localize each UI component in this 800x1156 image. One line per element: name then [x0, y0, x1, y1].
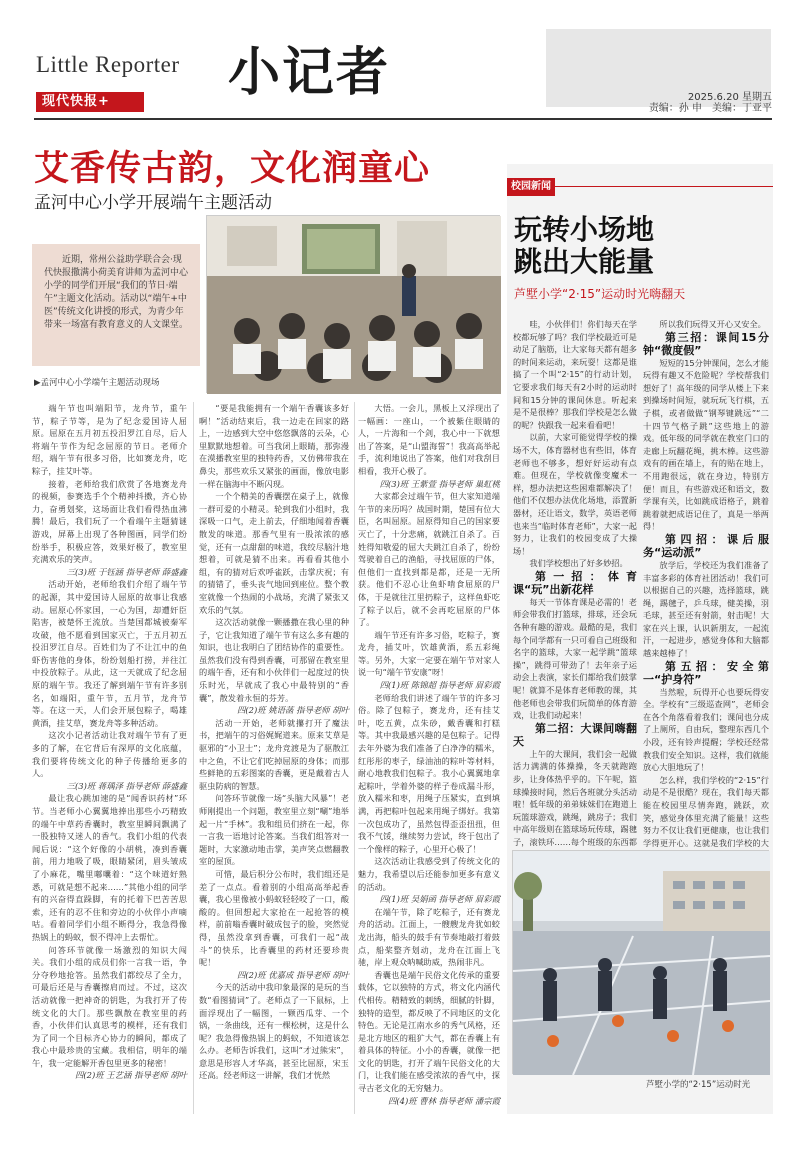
masthead-english: Little Reporter	[36, 52, 180, 77]
column-1-paragraph: 端午节也叫端阳节，龙舟节，重午节，粽子节等，是为了纪念爱国诗人屈原。屈原在五月初五投汨罗江自尽，后人将端午节作为纪念屈原的节日。老师介绍，端午节有很多习俗，比如赛龙舟，吃粽子，挂艾叶等。	[32, 403, 187, 476]
column-2-paragraph: 一个个精美的香囊摆在桌子上，就像一群可爱的小精灵。轮到我们小组时，我深吸一口气，走上前去，仔细地闻着香囊散发的味道。那香气里有一股浓浓的感觉，还有一点甜甜的味道，我绞尽脑汁地想着，可就是猜不出来。再看看其他小组，有的猜对后欢呼雀跃，击掌庆祝；有的猜错了，垂头丧气地回到座位。整个教室就像一个热闹的小战场，充满了紧张又欢乐的气氛。	[199, 491, 349, 615]
sidebar-paragraph: 怎么样，我们学校的“2·15”行动是不是很酷？现在，我们每天都能在校园里尽情奔跑，跳跃，欢笑，感觉身体里充满了能量！这些努力不仅让我们更健康，也让我们学得更开心。这就是我们学校的大	[643, 774, 769, 848]
sidebar-paragraph: 哇，小伙伴们！你们每天在学校都玩够了吗？我们学校最近可是动足了脑筋，让大家每天都有超多的时间来运动，来玩耍！这都是谁搞了一个叫“2·15”的行动计划，它要求我们每天有2小时的运动时间和15分钟的课间休息。听起来是不是很棒？那我们学校是怎么做的呢？快跟我一起来看看吧！	[513, 319, 637, 430]
issue-editors: 责编：孙 申 美编：丁亚平	[648, 103, 772, 114]
sidebar-paragraph: 放学后，学校还为我们准备了丰富多彩的体育社团活动！我们可以根据自己的兴趣，选择篮球，跳绳，踢毽子，乒乓球，健美操，羽毛球，甚至还有射箭，射击呢！大家在兴上课，认识新朋友，一起流汗，一起进步，感觉身体和大脑都越来越棒了！	[643, 559, 769, 659]
column-1-byline: 三(3)班 蒋瑀泽 指导老师 薛盛鑫	[66, 780, 187, 791]
header-rule	[34, 118, 772, 120]
article-column-2	[199, 402, 349, 1122]
article-subheadline: 孟河中心小学开展端午主题活动	[34, 193, 272, 213]
sidebar-paragraph: 当然啦，玩得开心也要玩得安全。学校有“三级巡查网”，老师会在各个角落看着我们；课间也分成了上厕所，自由玩，整理东西几个小段，还有铃声提醒；学校还经常教我们安全知识。这样，我们就能放心大胆地玩了！	[643, 686, 769, 773]
sidebar-section-heading: 第四招：课后服务“运动派”	[643, 532, 769, 559]
article-headline: 艾香传古韵，文化润童心	[34, 149, 431, 189]
column-3-byline: 四(1)班 陈锦超 指导老师 眉彩霞	[379, 680, 500, 691]
sidebar-paragraph: 每天一节体育课是必需的！老师会带我们打篮球，排球，还会玩各种有趣的游戏。最酷的是，我们每个同学都有一只可看自己班级和名字的篮球，大家一起学跳“篮球操”，跳得可带劲了！去年亲子运动会上表演，家长们都给我们鼓掌呢！就算不是体育老师教的课，其他老师也会带我们玩简单的体育游戏，让我们动起来！	[513, 596, 637, 721]
column-2-paragraph: “要是我能拥有一个端午香囊该多好啊！”活动结束后，我一边走在回家的路上，一边感到大空中悠悠飘落的云朵，心里默默地想着。可当我闭上眼睛，那弥漫在漠播教室里的独特药香，又仿佛带我在鼻尖，那些欢乐又紧张的画面，像放电影一样在脑海中不断闪现。	[199, 403, 349, 489]
column-3-paragraph: 在端午节，除了吃粽子，还有赛龙舟的活动。江面上，一艘艘龙舟犹如蛟龙出海，船头的鼓手有节奏地敲打着鼓点，船桨整齐划动，龙舟在江面上飞驰，岸上观众呐喊助威，热闹非凡。	[358, 906, 500, 968]
column-2-paragraph: 今天的活动中我印象最深的是玩的当数“看图猜词”了。老师点了一下鼠标，上面浮现出了一幅图，一颗西瓜芽、一个锅，一条曲线，还有一棵松树，这是什么呢？我急得像热锅上的蚂蚁，不知道该怎么办。老师告诉我们，这叫“才过熊宋”，意思是形容人才华高，甚至比屈原，宋玉还高。经老师这一讲解，我们才恍然	[199, 982, 349, 1081]
article-column-3	[358, 402, 500, 1122]
sidebar-paragraph: 所以我们玩得又开心又安全。	[659, 319, 766, 329]
column-3-byline: 四(3)班 王紫萱 指导老师 巢虹桃	[379, 478, 500, 489]
sidebar-headline-line-2: 跳出大能量	[514, 245, 655, 278]
newspaper-logo: 现代快报+	[36, 92, 144, 112]
masthead-chinese: 小记者	[228, 42, 391, 103]
sidebar-paragraph: 以前，大家可能觉得学校的操场不大，体育器材也有些旧，体育老师也不够多，想好好运动有点难。但现在，学校就像变魔术一样，想办法把这些困难都解决了！他们不仅想办法优化场地，添置新器材，还让语文，数学，英语老师也来当“临时体育老师”，大家一起努力，让我们的校园变成了大操场！	[513, 432, 637, 556]
sidebar-section-heading: 第一招：体育课“玩”出新花样	[513, 569, 638, 596]
sidebar-section-heading: 第二招：大课间嗨翻天	[513, 721, 637, 748]
sidebar-subheadline: 芦墅小学“2·15”运动时光嗨翻天	[514, 287, 686, 301]
sidebar-section-heading: 第五招：安全第一“护身符”	[643, 659, 769, 686]
classroom-photo-caption: ▶孟河中心小学端午主题活动现场	[34, 378, 160, 388]
column-1-paragraph: 问答环节就像一场激烈的知识大闯关。我们小组的成员们你一言我一语，争分夺秒地抢答。虽然我们都绞尽了全力，可最后还是与香囊擦肩而过。不过，这次活动就像一把神奇的钥匙，为我打开了传统文化的大门。那些飘散在教室里的药香，小伙伴们认真思考的模样，还有我们为了同一个目标齐心协力的瞬间，都成了我心中最珍贵的宝藏。我相信，明年的端午，我一定能解开香包里更多的秘密！	[32, 944, 187, 1068]
column-3-byline: 四(4)班 曹林 指导老师 潘宗霞	[388, 1095, 500, 1106]
playground-photo-caption: 芦墅小学的“2·15”运动时光	[646, 1080, 751, 1090]
column-3-paragraph: 香囊也是端午民俗文化传承的重要载体，它以独特的方式，将文化内涵代代相传。精精致的刺绣，细腻的针脚，独特的造型，都反映了不同地区的文化特色。无论是江南水乡的秀气风格，还是北方地区的粗犷大气，都在香囊上有着具体的特征。小小的香囊，就像一把文化的钥匙，打开了端午民俗文化的大门，让我们能在感受浓浓的香气中，探寻古老文化的无穷魅力。	[358, 969, 500, 1094]
playground-photo-image	[513, 851, 770, 1075]
column-2-byline: 四(2)班 优嘉成 指导老师 胡叶	[237, 969, 349, 980]
column-2-paragraph: 可惜，最后积分公布时，我们组还是差了一点点。看着别的小组高高举起香囊，我心里像被小蚂蚁轻轻咬了一口，酸酸的。但回想起大家抢在一起抢答的模样，前前嗡香囊时破成包子的脸，突然觉得，虽然没拿到香囊，可我们一起“战斗”的快乐，比香囊里的药材还要珍贵呢！	[199, 868, 349, 968]
sidebar-section-heading: 第三招：课间15分钟“微度假”	[643, 330, 770, 357]
column-3-paragraph: 老师给我们讲述了端午节的许多习俗。除了包粽子，赛龙舟，还有挂艾叶，吃五黄，点朱砂，戴香囊和打糕等。其中我最感兴趣的是包粽子。记得去年外婆为我们准备了白净净的糯米，红彤彤的枣子，绿油油的粽叶等材料，耐心地教我们包粽子。我小心翼翼地拿起粽叶，学着外婆的样子卷成漏斗形，放入糯米和枣，用绳子压紧实，直到填满，再把粽叶包起来用绳子绑好。我第一次包成功了，虽然包得歪歪扭扭，但我不气馁，继续努力尝试，终于包出了一个像样的粽子，心里开心极了！	[358, 692, 500, 854]
article-lead: 近期，常州公益助学联合会·现代快报撒满小荷美育讲师为孟河中心小学的同学们开展“我们的节日·端午”主题文化活动。活动以“端午+中医”传统文化讲授的形式，为青少年带来一场富有教育意义的人文课堂。	[32, 244, 200, 366]
classroom-photo-image	[207, 216, 501, 394]
sidebar-paragraph: 短短的15分钟课间，怎么才能玩得有趣又不危险呢？学校帮我们想好了！高年级的同学从楼上下来到操场时间短，就玩玩飞行棋，五子棋，或者做做“钢琴键跳远”“二十四节气格子跳”这些地上的游戏。低年级的同学就在教室门口的走廊上玩翻花绳，挑木棒。这些游戏有的画在墙上，有的贴在地上，不用跑很远，就在身边，特别方便！而且，有些游戏还和语文，数学课有关，比如跳成语格子，跳着跳着就把成语记住了，真是一举两得！	[643, 357, 769, 532]
column-1-paragraph: 活动开始，老师给我们介绍了端午节的起源，其中爱国诗人屈原的故事让我感动。屈原心怀家国，一心为国，却遭奸臣陷害，被楚怀王流放。当楚国都城被秦军攻破，他不愿看到国家灭亡，于五月初五投汨罗江自尽。百姓们为了不让江中的鱼虾伤害他的身体，纷纷划船打捞，并往江中投放粽子。从此，这一天就成了纪念屈原的端午节。我还了解到端午节有许多别名，如端阳，重午节，五月节，龙舟节等。在这一天，人们会开展包粽子，喝雄黄酒，挂艾草，赛龙舟等多种活动。	[32, 579, 187, 728]
column-1-byline: 三(3)班 于钰涵 指导老师 薛盛鑫	[66, 566, 187, 577]
playground-photo	[512, 850, 769, 1074]
column-divider	[193, 402, 194, 1114]
article-column-1	[32, 402, 187, 1122]
issue-date: 2025.6.20 星期五	[687, 92, 772, 103]
classroom-photo	[206, 215, 500, 393]
column-3-paragraph: 端午节还有许多习俗，吃粽子，赛龙舟，插艾叶，饮雄黄酒，系五彩绳等。另外，大家一定要在端午节对家人说一句“端午节安康”呀！	[358, 629, 500, 678]
column-divider	[354, 402, 355, 1114]
column-3-paragraph: 这次活动让我感受到了传统文化的魅力，我希望以后还能参加更多有意义的活动。	[358, 856, 500, 892]
sidebar-tag-rule	[555, 186, 773, 187]
column-3-paragraph: 大悟。一会儿，黑板上又浮现出了一幅画：一座山，一个被紫住眼睛的人，一片海和一个剑，我心中一下就想出了答案，是“山盟海誓”！我高高举起手，流利地说出了答案，他们对我刮目相看，我开心极了。	[358, 403, 500, 476]
sidebar-column-2	[643, 318, 770, 848]
column-3-byline: 四(1)班 吴娟函 指导老师 眉彩霞	[379, 894, 500, 905]
sidebar-paragraph: 上午的大课间，我们会一起做活力满满的体操操，冬天就跑跑步，让身体热乎乎的。下午呢，篮球操接时间，然后各班就分头活动啦！低年级的弟弟妹妹们在跑道上玩篮球游戏，跳绳，跳房子；我们中高年级则在篮球场玩传球，踢毽子，滚铁环……每个班级的东西都	[513, 748, 637, 847]
column-2-paragraph: 活动一开始，老师就攥打开了魔法书，把端午的习俗娓娓道来。原来艾草是驱邪的“小卫士”；龙舟竞渡是为了驱散江中之鱼，不让它们吃掉屈原的身体；而那些鲜艳的五彩图案的香囊，更是戴着古人驱虫防病的智慧。	[199, 717, 349, 791]
column-1-paragraph: 最让我心跳加速的是“闻香识药材”环节。当老师小心翼翼地捧出那些小巧精致的端午中草药香囊时，教室里瞬间飘满了一股独特又迷人的香气。我们小组的代表闻后说：“这个好像的小胡桃，凑到香囊前，用力地吸了吸，眼睛紧闭，眉头皱成了小麻花，嘴里嘟囔着：“这个味道好熟悉，可就是想不起来……”其他小组的同学有的兴奋得直跺脚，有的托着下巴苦苦思索，还有的忍不住和旁边的小伙伴小声嘀咕。看着同学们小组不断得分，我急得像热锅上的蚂蚁，恨不得冲上去帮忙。	[32, 793, 187, 942]
sidebar-tag: 校园新闻	[507, 178, 555, 196]
sidebar-paragraph: 我们学校想出了好多妙招。	[529, 558, 628, 569]
column-1-paragraph: 接着，老师给我们欣赏了各地赛龙舟的视频，参赛选手个个精神抖擞，齐心协力，奋勇划桨，这场面让我们看得热血沸腾！最后，我们玩了一个看端午主题猜谜游戏，屏幕上出现了各种图画，同学们纷纷举手，积极应答，效果好极了，教室里充满欢乐的笑声。	[32, 478, 187, 565]
column-1-paragraph: 这次小记者活动让我对端午节有了更多的了解，在它背后有深厚的文化底蕴，我们要将传统文化的种子传播给更多的人。	[32, 730, 187, 779]
sidebar-headline	[514, 214, 654, 278]
column-2-paragraph: 这次活动就像一颗播撒在我心里的种子，它让我知道了端午节有这么多有趣的知识，也让我明白了团结协作的重要性。虽然我们没有得到香囊，可那留在教室里的端午香，还有和小伙伴们一起度过的快乐时光，早就成了我心中最特别的“香囊”，散发着永恒的芬芳。	[199, 617, 349, 703]
column-2-byline: 四(2)班 姚语菡 指导老师 胡叶	[237, 705, 349, 716]
sidebar-headline-line-1: 玩转小场地	[514, 213, 655, 246]
issue-info	[612, 92, 772, 114]
column-3-paragraph: 大家都会过端午节，但大家知道端午节的来历吗？战国时期，楚国有位大臣，名叫屈原。屈原得知自己的国家要灭亡了，十分悲痛，就跳江自杀了。百姓得知敬爱的屈大夫跳江自杀了，纷纷驾驶着自己的渔船，寻找屈原的尸体，但他们一直找到都是都，还是一无所获。他们不忍心让鱼虾啃食屈原的尸体，于是就往江里扔粽子，这样鱼虾吃了粽子以后，就不会再吃屈原的尸体了。	[358, 491, 500, 628]
column-2-paragraph: 问答环节就像一场“头脑大风暴”！老师刚提出一个问题，教室里立刻“唰”地举起一片“手林”。我和组员们挤在一起，你一言我一语地讨论答案。当我们组答对一题时，大家激动地击掌，美声笑点燃翻教室的屋顶。	[199, 793, 349, 867]
column-1-byline: 四(2)班 王艺涵 指导老师 胡叶	[75, 1070, 187, 1081]
sidebar-column-1	[513, 318, 638, 847]
